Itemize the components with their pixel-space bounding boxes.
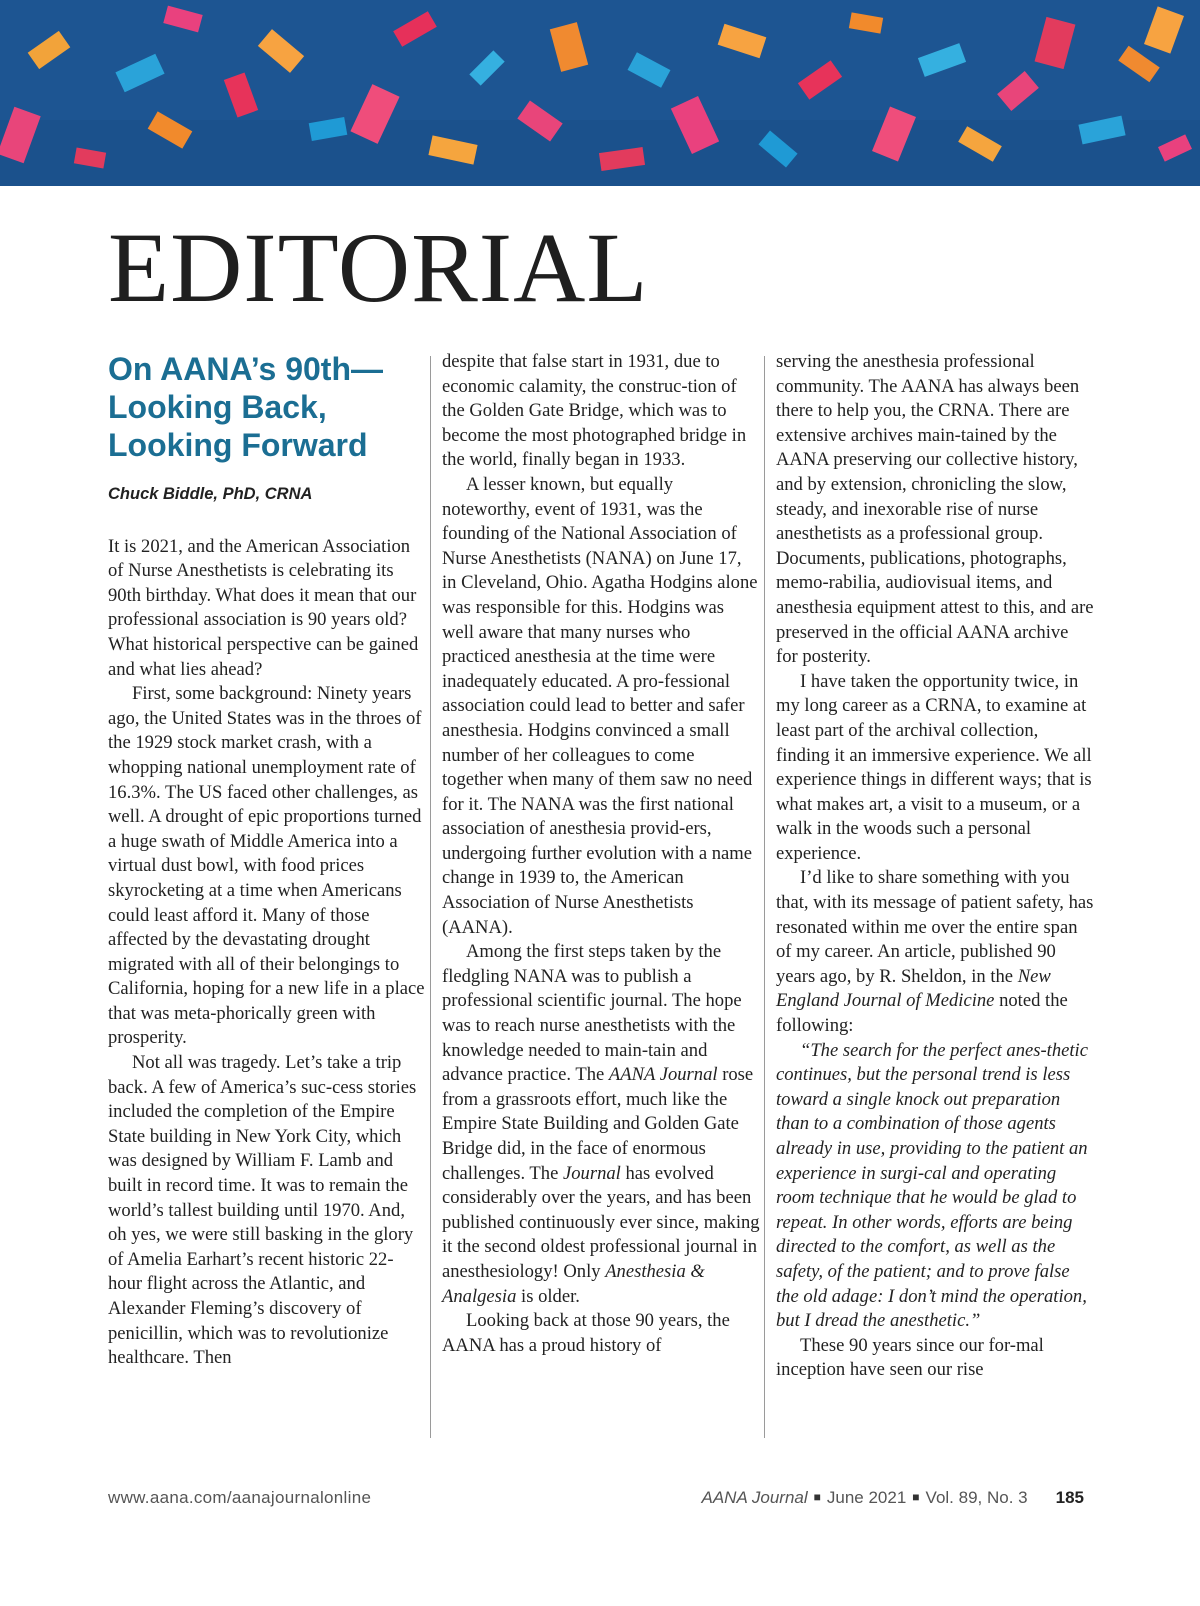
article-title: On AANA’s 90th— Looking Back, Looking Forward bbox=[108, 351, 383, 463]
paragraph bbox=[776, 866, 1094, 1038]
text-run: is older. bbox=[516, 1285, 580, 1307]
footer-citation bbox=[701, 1488, 1084, 1508]
column-3 bbox=[776, 350, 1094, 1383]
page-number: 185 bbox=[1055, 1488, 1084, 1507]
journal-name: AANA Journal bbox=[608, 1064, 718, 1086]
text-run: noted the following: bbox=[776, 990, 1068, 1037]
paragraph: despite that false start in 1931, due to economic calamity, the construc-tion of the Golden Gate Bridge, which was to become the most photographed bridge in the world, finally began in 1933. bbox=[442, 351, 747, 471]
paragraph: It is 2021, and the American Association of Nurse Anesthetists is celebrating its 90th birthday. What does it mean that our professional association is 90 years old? What historical perspective can be gained and what lies ahead? bbox=[108, 535, 419, 680]
journal-name: Journal bbox=[563, 1162, 621, 1184]
confetti-icon bbox=[0, 0, 1200, 186]
paragraph bbox=[442, 940, 760, 1309]
column-divider bbox=[430, 356, 431, 1438]
journal-name: Anesthesia & Analgesia bbox=[442, 1260, 705, 1307]
article-author: Chuck Biddle, PhD, CRNA bbox=[108, 485, 313, 503]
separator-icon: ■ bbox=[813, 1490, 821, 1504]
separator-icon: ■ bbox=[912, 1490, 920, 1504]
paragraph: First, some background: Ninety years ago, the United States was in the throes of the 1929 stock market crash, with a whopping national unemployment rate of 16.3%. The US faced other challenges, as well. A drought of epic proportions turned a huge swath of Middle America into a virtual dust bowl, with food prices skyrocketing at a time when Americans could least afford it. Many of those affected by the devastating drought migrated with all of their belongings to California, hoping for a new life in a place that was meta-phorically green with prosperity. bbox=[108, 683, 425, 1049]
quote bbox=[776, 1039, 1094, 1334]
section-title: EDITORIAL bbox=[108, 212, 649, 323]
footer-date: June 2021 bbox=[826, 1488, 907, 1507]
footer-url[interactable]: www.aana.com/aanajournalonline bbox=[108, 1488, 372, 1507]
paragraph: Looking back at those 90 years, the AANA has a proud history of bbox=[442, 1310, 730, 1356]
text-run: Among the first steps taken by the fledgling NANA was to publish a professional scientific journal. The hope was to reach nurse anesthetists with the knowledge needed to main-tain and advance practice. The bbox=[442, 941, 742, 1086]
paragraph: serving the anesthesia professional community. The AANA has always been there to help you, the CRNA. There are extensive archives main-tained by the AANA preserving our collective history, and by extension, chronicling the slow, steady, and inexorable rise of nurse anesthetists as a professional group. Documents, publications, photographs, memo-rabilia, audiovisual items, and anesthesia equipment attest to this, and are preserved in the official AANA archive for posterity. bbox=[776, 351, 1094, 668]
text-run: I’d like to share something with you that, with its message of patient safety, has resonated within me over the entire span of my career. An article, published 90 years ago, by R. Sheldon, in the bbox=[776, 867, 1094, 987]
page-footer bbox=[108, 1488, 1084, 1512]
column-divider bbox=[764, 356, 765, 1438]
column-2 bbox=[442, 350, 760, 1358]
column-1 bbox=[108, 350, 426, 1371]
footer-journal: AANA Journal bbox=[701, 1488, 808, 1507]
paragraph: Not all was tragedy. Let’s take a trip back. A few of America’s suc-cess stories included the completion of the Empire State building in New York City, which was designed by William F. Lamb and built in record time. It was to remain the world’s tallest building until 1970. And, oh yes, we were still basking in the glory of Amelia Earhart’s recent historic 22-hour flight across the Atlantic, and Alexander Fleming’s discovery of penicillin, which was to revolutionize healthcare. Then bbox=[108, 1052, 417, 1369]
text-run: has evolved considerably over the years, and has been published continuously ever since, making it the second oldest professional journal in anesthesiology! Only bbox=[442, 1162, 760, 1282]
confetti-banner bbox=[0, 0, 1200, 186]
journal-name: New England Journal of Medicine bbox=[776, 965, 1051, 1012]
paragraph: A lesser known, but equally noteworthy, event of 1931, was the founding of the National Association of Nurse Anesthetists (NANA) on June 17, in Cleveland, Ohio. Agatha Hodgins alone was responsible for this. Hodgins was well aware that many nurses who practiced anesthesia at the time were inadequately educated. A pro-fessional association could lead to better and safer anesthesia. Hodgins convinced a small number of her colleagues to come together when many of them saw no need for it. The NANA was the first national association of anesthesia provid-ers, undergoing further evolution with a name change in 1939 to, the American Association of Nurse Anesthetists (AANA). bbox=[442, 473, 758, 938]
footer-volume: Vol. 89, No. 3 bbox=[925, 1488, 1028, 1507]
quote-text: “The search for the perfect anes-thetic continues, but the personal trend is less toward a single knock out preparation than to a combination of those agents already in use, providing to the patient an experience in surgi-cal and operating room technique that he would be glad to repeat. In other words, efforts are being directed to the comfort, as well as the safety, of the patient; and to prove false the old adage: I don’t mind the operation, but I dread the anesthetic.” bbox=[776, 1039, 1088, 1332]
paragraph: These 90 years since our for-mal inception have seen our rise bbox=[776, 1334, 1044, 1381]
text-run: rose from a grassroots effort, much like the Empire State Building and Golden Gate Bridge did, in the face of enormous challenges. The bbox=[442, 1064, 754, 1184]
paragraph: I have taken the opportunity twice, in my long career as a CRNA, to examine at least part of the archival collection, finding it an immersive experience. We all experience things in different ways; that is what makes art, a visit to a museum, or a walk in the woods such a personal experience. bbox=[776, 670, 1092, 864]
